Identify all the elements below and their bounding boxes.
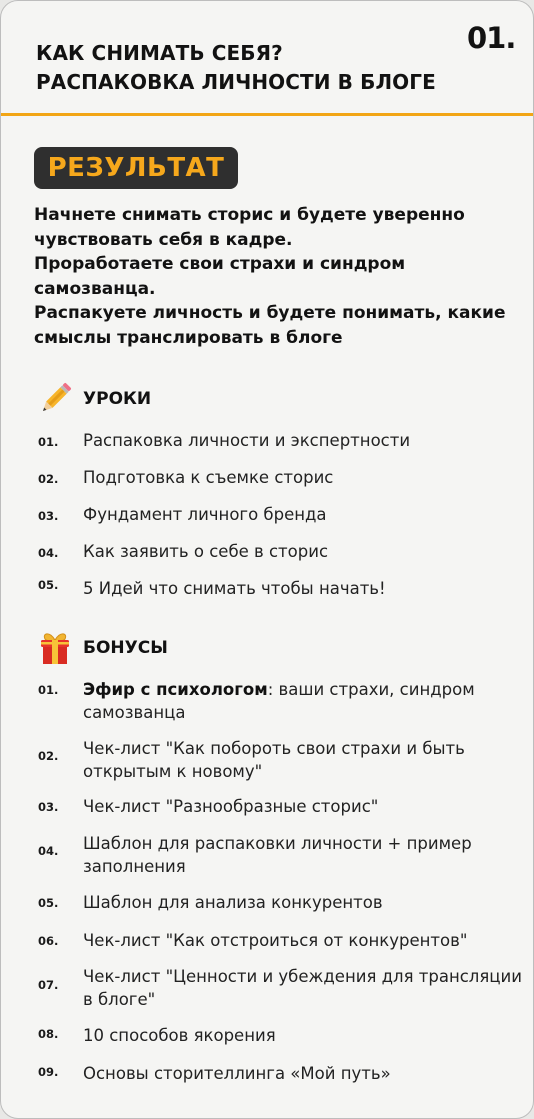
- bonus-number: 01.: [38, 683, 59, 697]
- bonus-text: Основы сторителлинга «Мой путь»: [83, 1064, 391, 1083]
- lesson-text: Фундамент личного бренда: [83, 505, 327, 524]
- result-badge-label: РЕЗУЛЬТАТ: [47, 153, 225, 183]
- bonus-text: 10 способов якорения: [83, 1026, 276, 1045]
- lesson-number: 02.: [38, 472, 59, 486]
- bonus-text: Шаблон для анализа конкурентов: [83, 893, 383, 912]
- card-title-line-2: РАСПАКОВКА ЛИЧНОСТИ В БЛОГЕ: [36, 70, 436, 94]
- card-title-line-1: КАК СНИМАТЬ СЕБЯ?: [36, 41, 283, 65]
- lesson-number: 01.: [38, 435, 59, 449]
- bonus-number: 06.: [38, 934, 59, 948]
- card-title: [36, 39, 476, 97]
- pencil-icon: [37, 381, 73, 417]
- bonus-number: 05.: [38, 896, 59, 910]
- bonus-text: [83, 679, 528, 724]
- result-line: Начнете снимать сторис и будете уверенно чувствовать себя в кадре.: [34, 205, 465, 250]
- bonus-number: 07.: [38, 978, 59, 992]
- bonus-text: Шаблон для распаковки личности + пример заполнения: [83, 834, 472, 876]
- lesson-number: 04.: [38, 546, 59, 560]
- lesson-number: 03.: [38, 509, 59, 523]
- lesson-text: Подготовка к съемке сторис: [83, 468, 334, 487]
- lessons-title: УРОКИ: [83, 389, 152, 409]
- result-line: Распакуете личность и будете понимать, какие смыслы транслировать в блоге: [34, 303, 506, 348]
- result-badge: [34, 147, 238, 189]
- bonus-number: 09.: [38, 1065, 59, 1079]
- bonus-text-bold: Эфир с психологом: [83, 680, 268, 699]
- lesson-text: 5 Идей что снимать чтобы начать!: [83, 579, 386, 598]
- lesson-number: 05.: [38, 578, 59, 592]
- card-number: 01.: [467, 21, 516, 55]
- bonus-text: Чек-лист "Как отстроиться от конкурентов": [83, 931, 468, 950]
- lessons-heading: [37, 381, 151, 417]
- bonus-text: Чек-лист "Как побороть свои страхи и быть открытым к новому": [83, 739, 465, 781]
- result-description: [34, 203, 524, 350]
- header-divider: [1, 113, 533, 116]
- bonus-number: 02.: [38, 749, 59, 763]
- bonus-number: 04.: [38, 844, 59, 858]
- bonuses-title: БОНУСЫ: [83, 638, 168, 658]
- bonus-text-rest: : ваши страхи, синдром самозванца: [83, 680, 475, 722]
- bonuses-heading: [37, 630, 168, 666]
- gift-icon: [37, 630, 73, 666]
- bonus-text: Чек-лист "Разнообразные сторис": [83, 797, 379, 816]
- lesson-text: Распаковка личности и экспертности: [83, 431, 411, 450]
- lesson-text: Как заявить о себе в сторис: [83, 542, 329, 561]
- result-line: Проработаете свои страхи и синдром самозванца.: [34, 254, 406, 299]
- bonus-text: Чек-лист "Ценности и убеждения для трансляции в блоге": [83, 967, 522, 1009]
- bonus-number: 08.: [38, 1027, 59, 1041]
- card-header: [1, 1, 533, 113]
- bonus-number: 03.: [38, 800, 59, 814]
